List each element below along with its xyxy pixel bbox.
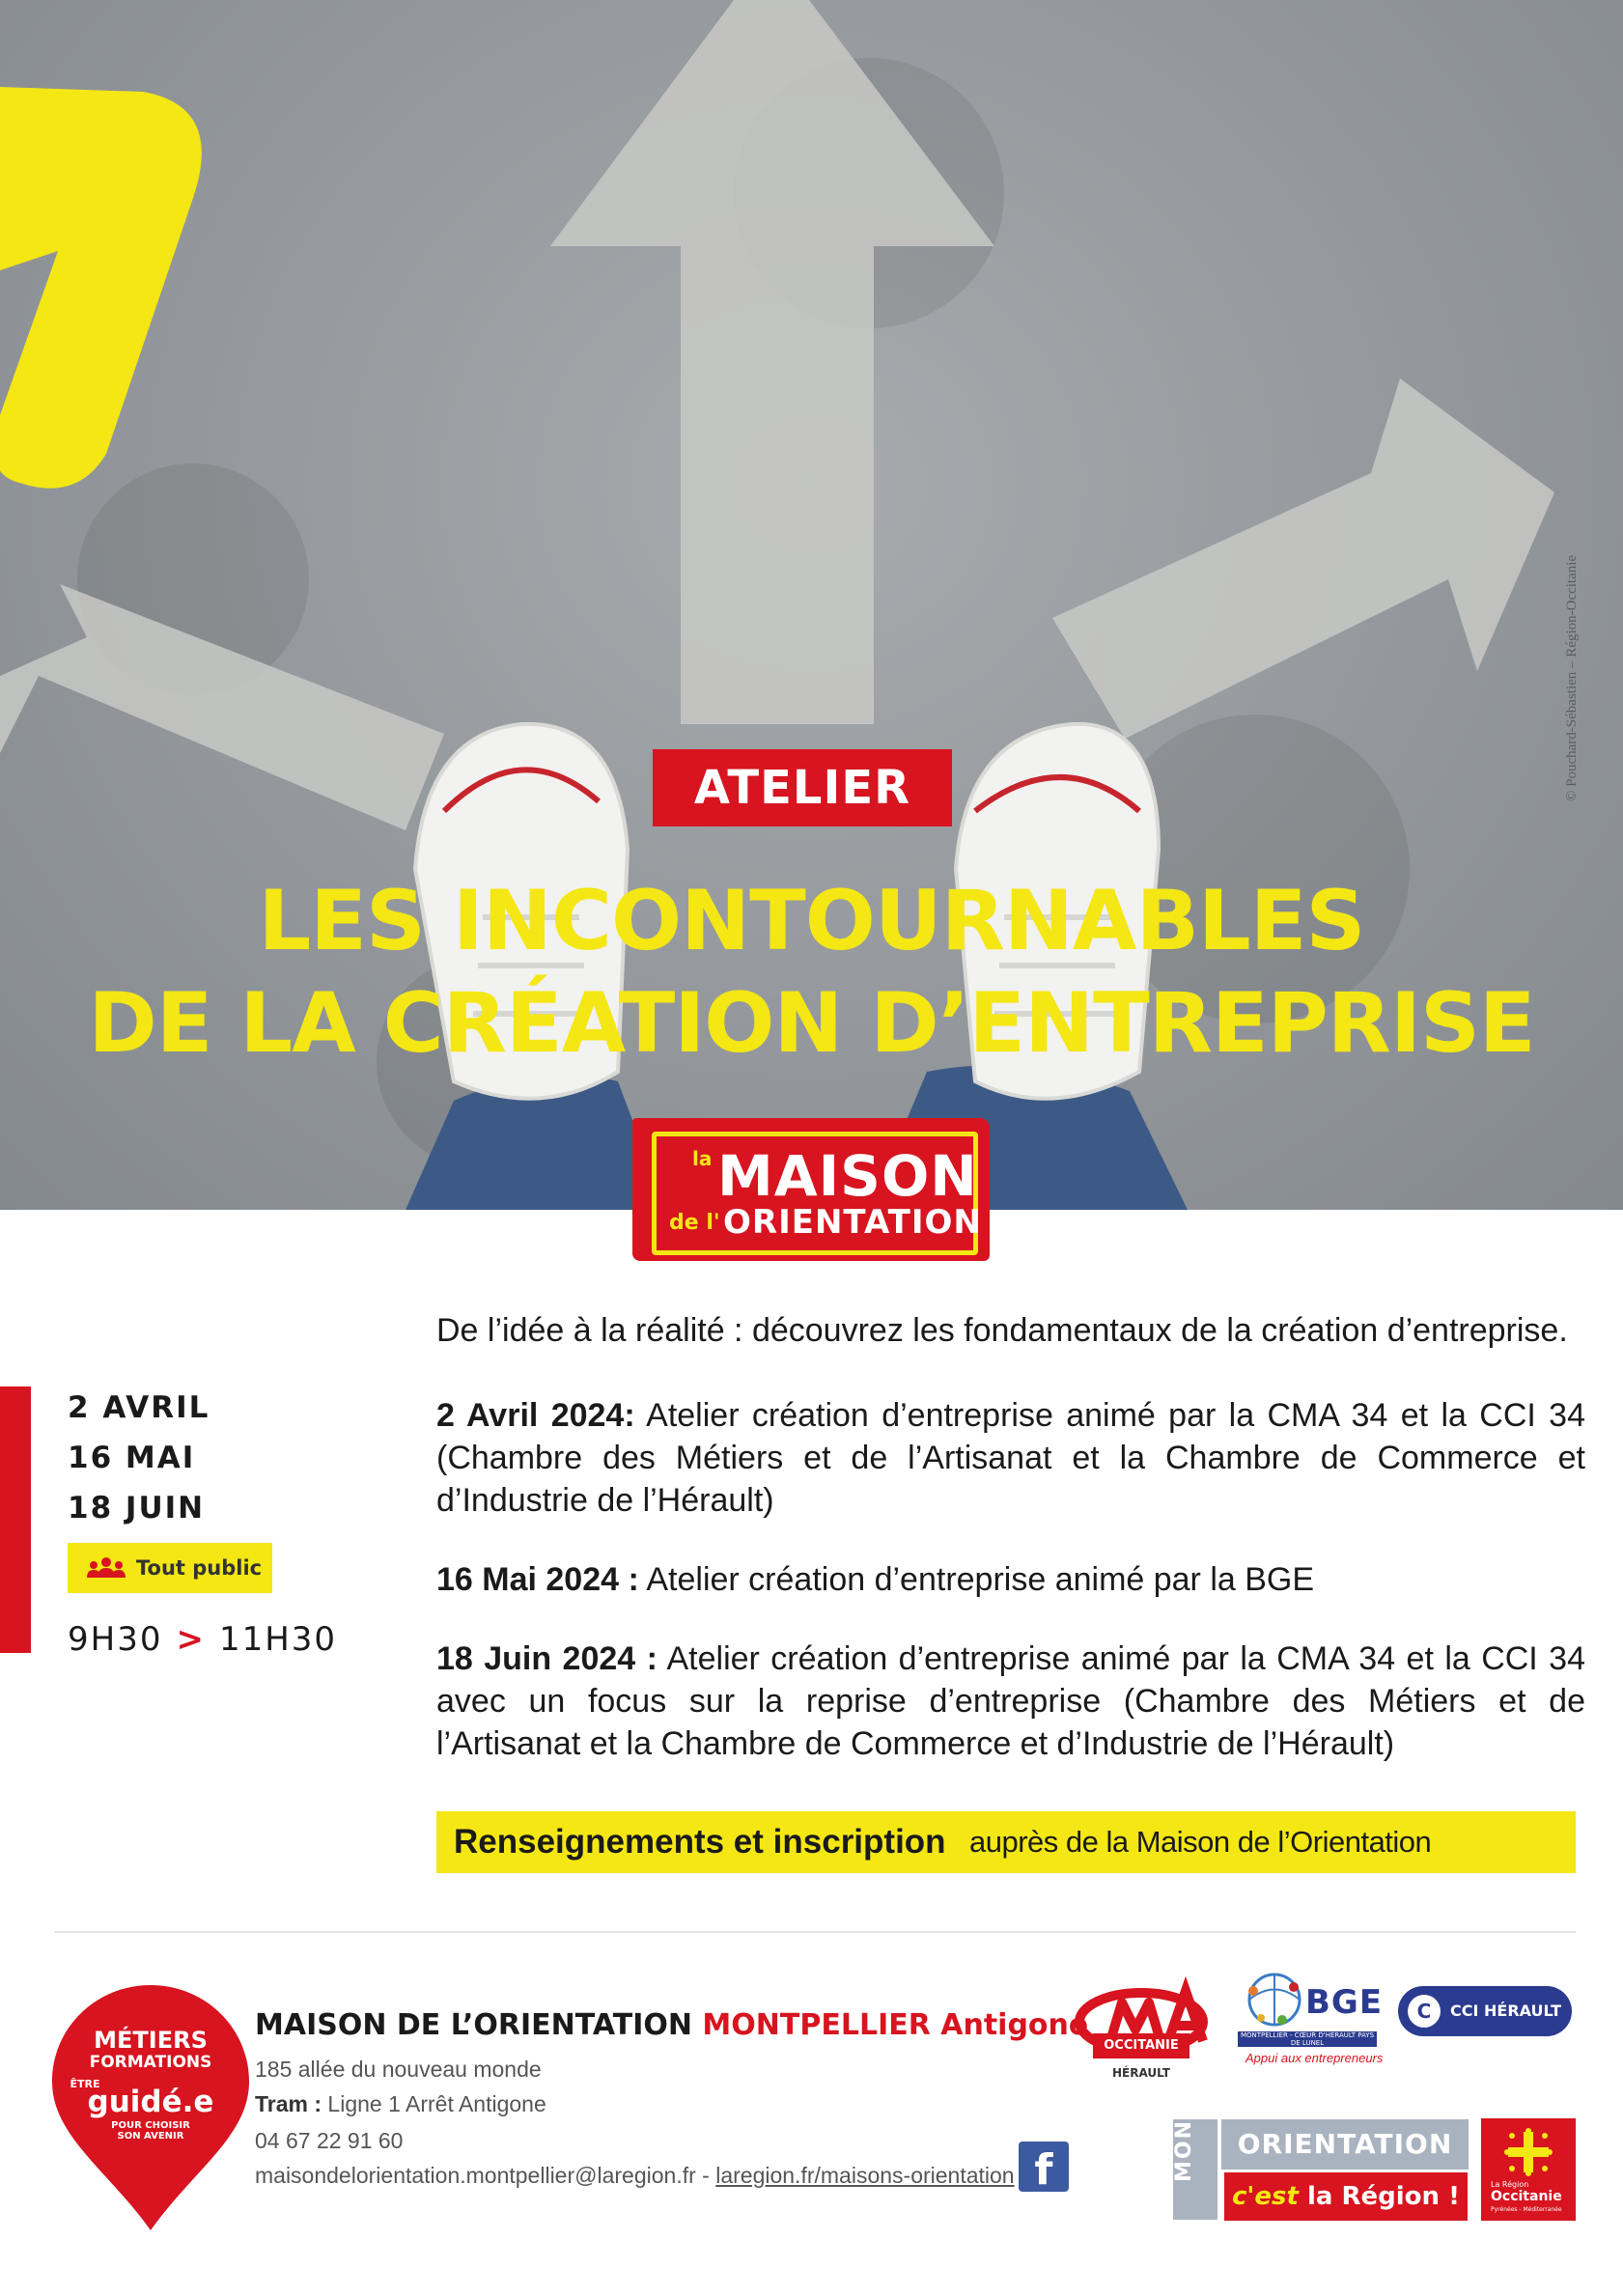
session-item xyxy=(436,1394,1585,1522)
arrow-right-shape xyxy=(1052,378,1554,739)
atelier-badge: ATELIER xyxy=(653,749,952,826)
audience-tag xyxy=(68,1543,272,1593)
session-item xyxy=(436,1638,1585,1765)
logo-maison: MAISON xyxy=(717,1143,978,1209)
email-link[interactable]: maisondelorientation.montpellier@laregion.fr xyxy=(255,2163,696,2188)
accent-bar xyxy=(0,1386,31,1653)
cma-region: OCCITANIE xyxy=(1093,2033,1189,2058)
occitanie-la-region: La Région xyxy=(1491,2180,1529,2189)
venue-title xyxy=(255,2008,1088,2042)
session-text: Atelier création d’entreprise animé par la BGE xyxy=(638,1561,1315,1598)
contact-links xyxy=(255,2163,1015,2189)
tram-value: Ligne 1 Arrêt Antigone xyxy=(322,2091,546,2116)
bge-globe-icon xyxy=(1240,1970,1309,2030)
cci-mark: C xyxy=(1416,2000,1432,2023)
pin-line-etre: ÊTRE xyxy=(70,2078,100,2090)
campaign-mon: MON xyxy=(1172,2118,1196,2182)
chevron-right-icon: > xyxy=(176,1620,206,1659)
session-date: 18 Juin 2024 : xyxy=(436,1640,658,1677)
end-time: 11H30 xyxy=(218,1620,338,1659)
phone-number: 04 67 22 91 60 xyxy=(255,2128,404,2153)
registration-title: Renseignements et inscription xyxy=(454,1823,946,1861)
maison-orientation-logo xyxy=(632,1118,990,1261)
pin-line-metiers: MÉTIERS xyxy=(94,2027,208,2054)
event-date: 2 AVRIL xyxy=(68,1390,210,1425)
divider xyxy=(54,1931,1576,1933)
pin-line-choisir-b: SON AVENIR xyxy=(117,2131,184,2142)
facebook-icon[interactable]: f xyxy=(1019,2142,1069,2192)
tram-info xyxy=(255,2091,546,2117)
pin-line-choisir xyxy=(60,2120,241,2142)
bge-area: MONTPELLIER - CŒUR D'HÉRAULT PAYS DE LUNEL xyxy=(1238,2031,1377,2047)
venue-city: MONTPELLIER Antigone xyxy=(702,2008,1089,2042)
logo-orientation: ORIENTATION xyxy=(723,1203,982,1242)
bge-tagline: Appui aux entrepreneurs xyxy=(1245,2051,1384,2065)
session-date: 16 Mai 2024 : xyxy=(436,1561,639,1598)
session-item xyxy=(436,1558,1585,1601)
registration-detail: auprès de la Maison de l’Orientation xyxy=(969,1825,1432,1859)
cci-name: CCI HÉRAULT xyxy=(1450,2002,1561,2020)
event-dates xyxy=(68,1383,210,1533)
yellow-arrow-graphic xyxy=(0,87,202,489)
occitan-cross-icon xyxy=(1504,2128,1553,2176)
pin-line-guidee: guidé.e xyxy=(87,2085,214,2119)
event-date: 16 MAI xyxy=(68,1441,196,1475)
event-hours xyxy=(68,1620,337,1659)
event-date: 18 JUIN xyxy=(68,1491,206,1526)
website-link[interactable]: laregion.fr/maisons-orientation xyxy=(715,2163,1015,2188)
bge-name: BGE xyxy=(1305,1983,1384,2022)
link-separator: - xyxy=(695,2163,716,2188)
session-text: Atelier création d’entreprise animé par la CMA 34 et la CCI 34 avec un focus sur la reprise d’entreprise (Chambre des Métiers et de l’Artisanat et la Chambre de Commerce et d’Industrie de l’Hérault) xyxy=(436,1640,1585,1762)
logo-la: la xyxy=(692,1147,713,1170)
campaign-orientation: ORIENTATION xyxy=(1221,2119,1469,2170)
audience-label: Tout public xyxy=(136,1556,263,1580)
venue-name: MAISON DE L’ORIENTATION xyxy=(255,2008,703,2042)
page-title-line-2: DE LA CRÉATION D’ENTREPRISE xyxy=(88,975,1535,1072)
people-icon xyxy=(87,1556,126,1580)
tram-label: Tram : xyxy=(255,2091,322,2116)
session-text: Atelier création d’entreprise animé par la CMA 34 et la CCI 34 (Chambre des Métiers et de l’Artisanat et la Chambre de Commerce et d’Industrie de l’Hérault) xyxy=(436,1397,1585,1519)
occitanie-sub: Pyrénées - Méditerranée xyxy=(1491,2206,1562,2213)
cma-department: HÉRAULT xyxy=(1112,2066,1170,2080)
logo-de: de l' xyxy=(669,1211,720,1235)
pin-line-choisir-a: POUR CHOISIR xyxy=(111,2120,190,2131)
pin-line-formations: FORMATIONS xyxy=(89,2053,212,2072)
session-date: 2 Avril 2024: xyxy=(436,1397,635,1434)
campaign-region xyxy=(1224,2172,1468,2221)
occitanie-name: Occitanie xyxy=(1491,2189,1562,2204)
registration-banner xyxy=(436,1811,1576,1873)
intro-text: De l’idée à la réalité : découvrez les fondamentaux de la création d’entreprise. xyxy=(436,1312,1568,1349)
page-title-line-1: LES INCONTOURNABLES xyxy=(258,873,1365,969)
cci-logo xyxy=(1398,1986,1572,2036)
occitanie-logo xyxy=(1481,2118,1576,2221)
start-time: 9H30 xyxy=(68,1620,163,1659)
venue-address: 185 allée du nouveau monde xyxy=(255,2057,542,2082)
campaign-region-text: la Région ! xyxy=(1298,2182,1460,2211)
campaign-cest: c'est xyxy=(1232,2182,1299,2211)
photo-credit: © Pouchard-Sébastien – Région-Occitanie xyxy=(1564,554,1580,801)
